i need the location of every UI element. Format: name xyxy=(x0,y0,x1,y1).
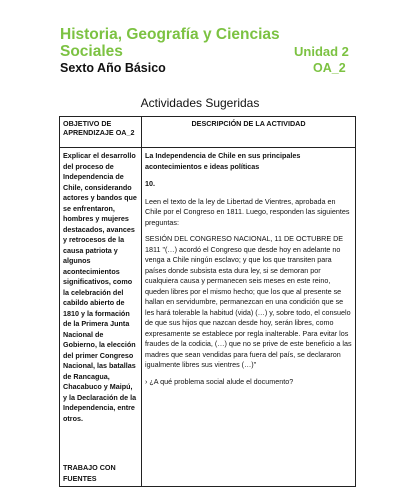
description-header: DESCRIPCIÓN DE LA ACTIVIDAD xyxy=(142,117,356,148)
activity-instructions: Leen el texto de la ley de Libertad de Vientres, aprobada en Chile por el Congreso en 1811. Luego, responden las siguientes preguntas: xyxy=(145,196,350,227)
activities-table xyxy=(59,116,356,487)
activity-question: › ¿A qué problema social alude el documento? xyxy=(145,376,294,386)
table-row xyxy=(60,148,356,487)
activity-quote: SESIÓN DEL CONGRESO NACIONAL, 11 DE OCTUBRE DE 1811 "(…) acordó el Congreso que desde hoy en adelante no venga a Chile ningún esclavo; y que los que transiten para países donde subsista esta dura ley, si se demoran por cualquiera causa y permanecen seis meses en este reino, queden libres por el mismo hecho; que los que al presente se hallan en servidumbre, permanezcan en una condición que se les hará tolerable la habitud (vida) (…) y, sobre todo, el consuelo de que sus hijos que nazcan desde hoy, serán libres, como expresamente se establece por regla inalterable. Para evitar los fraudes de la codicia, (…) que no se prive de este beneficio a las madres que sean vendidas para fuera del país, se declararon igualmente libres sus vientres (…)" xyxy=(145,234,352,369)
section-heading: Actividades Sugeridas xyxy=(140,96,260,110)
objective-cell xyxy=(60,148,142,487)
grade-label: Sexto Año Básico xyxy=(60,61,166,75)
subject-title: Historia, Geografía y Ciencias Sociales xyxy=(60,26,280,60)
table-header-row xyxy=(60,117,356,148)
oa-label: OA_2 xyxy=(313,61,346,75)
skill-label: TRABAJO CON FUENTES xyxy=(63,463,116,483)
activity-title: La Independencia de Chile en sus principales acontecimientos e ideas políticas xyxy=(145,151,301,171)
unit-label: Unidad 2 xyxy=(294,44,349,59)
activity-number: 10. xyxy=(145,179,155,188)
objective-header: OBJETIVO DE APRENDIZAJE OA_2 xyxy=(60,117,142,148)
activity-cell xyxy=(142,148,356,487)
objective-text: Explicar el desarrollo del proceso de Independencia de Chile, considerando actores y bandos que se enfrentaron, hombres y mujeres destacados, avances y retrocesos de la causa patriota y algunos acontecimientos significativos, como la celebración del cabildo abierto de 1810 y la formación de la Primera Junta Nacional de Gobierno, la elección del primer Congreso Nacional, las batallas de Rancagua, Chacabuco y Maipú, y la Declaración de la Independencia, entre otros. xyxy=(63,151,137,423)
